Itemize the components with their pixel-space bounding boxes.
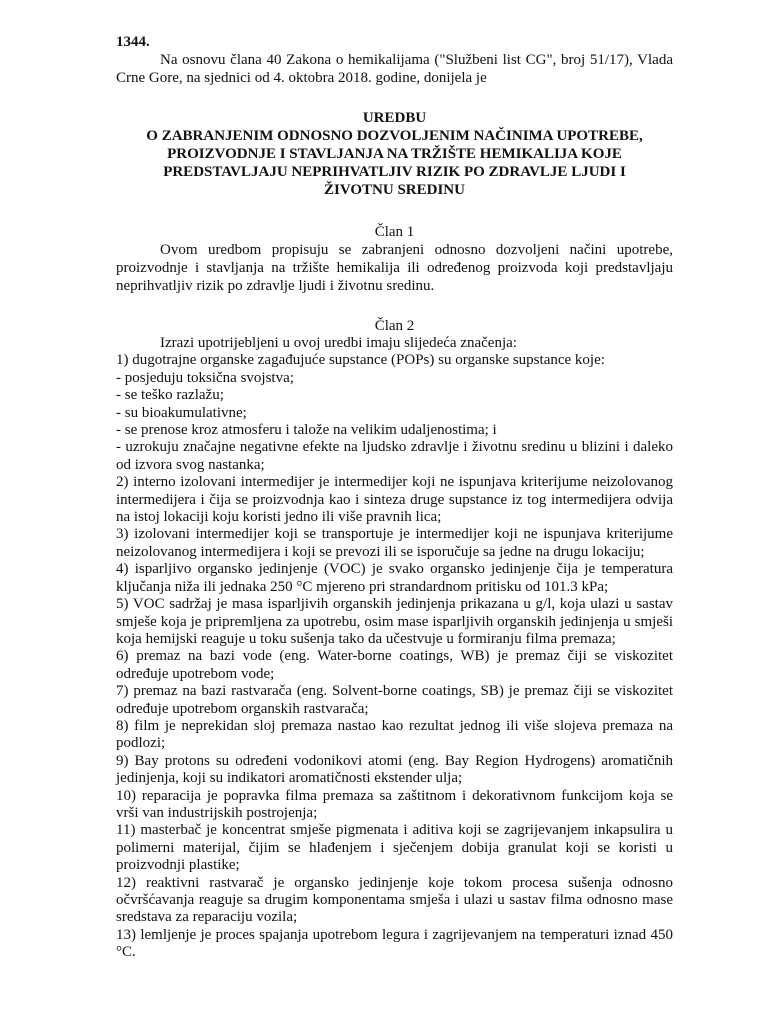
- definition-item: 5) VOC sadržaj je masa isparljivih organskih jedinjenja prikazana u g/l, koja ulazi u sastav smješe koja je pripremljena za upotrebu, osim mase isparljivih organskih jedinjenja u smješi koja hemijski reaguje u toku sušenja tako da učestvuje u formiranju filma premaza;: [116, 596, 673, 647]
- article-1-heading: Član 1: [374, 224, 415, 240]
- article-2-intro: Izrazi upotrijebljeni u ovoj uredbi imaju slijedeća značenja:: [160, 335, 517, 351]
- title-line: ŽIVOTNU SREDINU: [324, 182, 465, 198]
- definition-item: 2) interno izolovani intermedijer je intermedijer koji ne ispunjava kriterijume neizolovanog intermedijera i čija se proizvodnja kao i sinteza druge supstance iz tog intermedijera odvija na istoj lokaciji koju koristi jedno ili više pravnih lica;: [116, 474, 673, 526]
- definition-subitem: - se teško razlažu;: [116, 387, 224, 404]
- document-title: [116, 109, 673, 199]
- article-2-heading: Član 2: [374, 318, 415, 334]
- document-number: 1344.: [116, 34, 150, 50]
- definition-item: 11) masterbač je koncentrat smješe pigmenata i aditiva koji se zagrijevanjem inkapsulira u polimerni materijal, čijim se hlađenjem i sječenjem dobija granulat koji se koristi u proizvodnji plastike;: [116, 822, 673, 874]
- preamble-text: Na osnovu člana 40 Zakona o hemikalijama ("Službeni list CG", broj 51/17), Vlada Crne Gore, na sjednici od 4. oktobra 2018. godine, donijela je: [116, 52, 673, 86]
- title-line: UREDBU: [362, 110, 427, 126]
- document-page: [116, 33, 673, 962]
- definition-item: 8) film je neprekidan sloj premaza nastao kao rezultat jednog ili više slojeva premaza na podlozi;: [116, 717, 673, 752]
- definition-subitem: - su bioakumulativne;: [116, 404, 247, 421]
- definition-item: 6) premaz na bazi vode (eng. Water-borne coatings, WB) je premaz čiji se viskozitet određuje upotrebom vode;: [116, 648, 673, 682]
- definition-item: 9) Bay protons su određeni vodonikovi atomi (eng. Bay Region Hydrogens) aromatičnih jedinjenja, koji su indikatori aromatičnosti ekstender ulja;: [116, 752, 673, 787]
- title-line: O ZABRANJENIM ODNOSNO DOZVOLJENIM NAČINIMA UPOTREBE,: [146, 128, 643, 144]
- article-1-text: Ovom uredbom propisuju se zabranjeni odnosno dozvoljeni načini upotrebe, proizvodnje i stavljanja na tržište hemikalija ili određenog proizvoda koji predstavljaju neprihvatljiv rizik po zdravlje ljudi i životnu sredinu.: [116, 242, 673, 294]
- title-line: PROIZVODNJE I STAVLJANJA NA TRŽIŠTE HEMIKALIJA KOJE: [167, 146, 622, 162]
- definition-item: 12) reaktivni rastvarač je organsko jedinjenje koje tokom procesa sušenja odnosno očvršćavanja reaguje sa drugim komponentama smješa i ulazi u sastav filma odnosno mase sredstava za reparaciju vozila;: [116, 874, 673, 926]
- title-line: PREDSTAVLJAJU NEPRIHVATLJIV RIZIK PO ZDRAVLJE LJUDI I: [163, 164, 626, 180]
- definition-item: 1) dugotrajne organske zagađujuće supstance (POPs) su organske supstance koje:: [116, 352, 605, 369]
- definition-item: 13) lemljenje je proces spajanja upotrebom legura i zagrijevanjem na temperaturi iznad 450 °C.: [116, 926, 673, 961]
- definition-item: 7) premaz na bazi rastvarača (eng. Solvent-borne coatings, SB) je premaz čiji se viskozitet određuje upotrebom organskih rastvarača;: [116, 683, 673, 717]
- definition-subitem: - uzrokuju značajne negativne efekte na ljudsko zdravlje i životnu sredinu u blizini i daleko od izvora svog nastanka;: [116, 439, 673, 473]
- definition-item: 10) reparacija je popravka filma premaza sa zaštitnom i dekorativnom funkcijom koja se vrši van industrijskih postrojenja;: [116, 787, 673, 821]
- definition-subitem: - se prenose kroz atmosferu i talože na velikim udaljenostima; i: [116, 422, 497, 439]
- definition-item: 3) izolovani intermedijer koji se transportuje je intermedijer koji ne ispunjava kriterijume neizolovanog intermedijera i koji se prevozi ili se isporučuje sa jedne na drugu lokaciju;: [116, 526, 673, 560]
- definition-item: 4) isparljivo organsko jedinjenje (VOC) je svako organsko jedinjenje čija je temperatura ključanja niža ili jednaka 250 °C mjereno pri strandardnom pritisku od 101.3 kPa;: [116, 561, 673, 595]
- definition-subitem: - posjeduju toksična svojstva;: [116, 369, 294, 386]
